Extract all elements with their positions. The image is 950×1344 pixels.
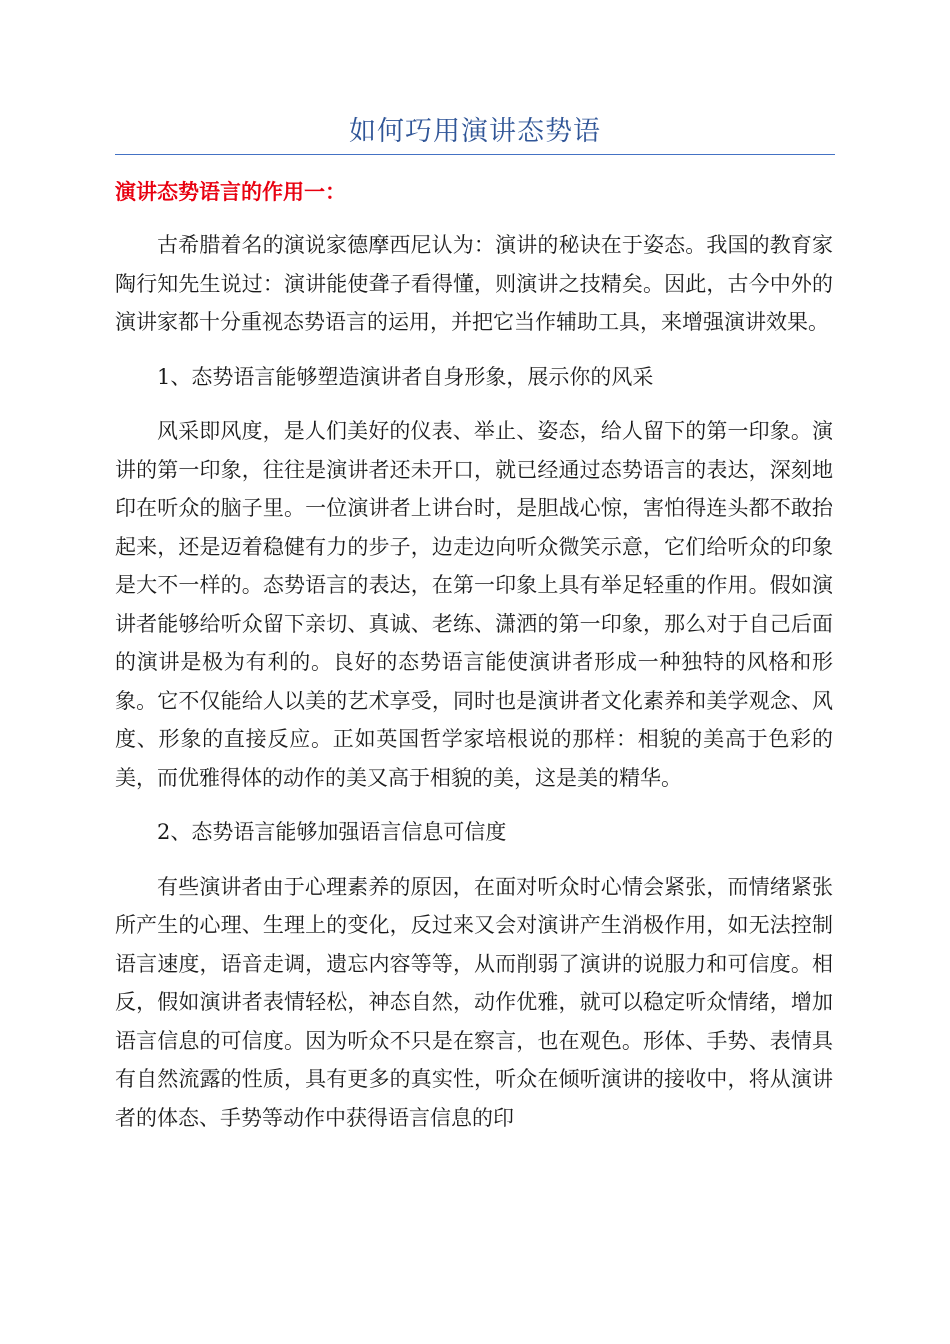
paragraph-intro: 古希腊着名的演说家德摩西尼认为：演讲的秘诀在于姿态。我国的教育家陶行知先生说过：演讲能使聋子看得懂，则演讲之技精矣。因此，古今中外的演讲家都十分重视态势语言的运用，并把它当作辅助工具，来增强演讲效果。 xyxy=(115,233,833,334)
section-heading: 演讲态势语言的作用一： xyxy=(115,180,346,204)
document-title: 如何巧用演讲态势语 xyxy=(349,116,601,147)
title-underline xyxy=(115,154,835,155)
list-item-2: 2、态势语言能够加强语言信息可信度 xyxy=(157,820,507,844)
paragraph-credibility: 有些演讲者由于心理素养的原因，在面对听众时心情会紧张，而情绪紧张所产生的心理、生理上的变化，反过来又会对演讲产生消极作用，如无法控制语言速度，语音走调，遗忘内容等等，从而削弱了演讲的说服力和可信度。相反，假如演讲者表情轻松，神态自然，动作优雅，就可以稳定听众情绪，增加语言信息的可信度。因为听众不只是在察言，也在观色。形体、手势、表情具有自然流露的性质，具有更多的真实性，听众在倾听演讲的接收中，将从演讲者的体态、手势等动作中获得语言信息的印 xyxy=(115,874,833,1130)
document-body xyxy=(115,226,833,1137)
paragraph-demeanor: 风采即风度，是人们美好的仪表、举止、姿态，给人留下的第一印象。演讲的第一印象，往往是演讲者还未开口，就已经通过态势语言的表达，深刻地印在听众的脑子里。一位演讲者上讲台时，是胆战心惊，害怕得连头都不敢抬起来，还是迈着稳健有力的步子，边走边向听众微笑示意，它们给听众的印象是大不一样的。态势语言的表达，在第一印象上具有举足轻重的作用。假如演讲者能够给听众留下亲切、真诚、老练、潇洒的第一印象，那么对于自己后面的演讲是极为有利的。良好的态势语言能使演讲者形成一种独特的风格和形象。它不仅能给人以美的艺术享受，同时也是演讲者文化素养和美学观念、风度、形象的直接反应。正如英国哲学家培根说的那样：相貌的美高于色彩的美，而优雅得体的动作的美又高于相貌的美，这是美的精华。 xyxy=(115,419,833,790)
list-item-1: 1、态势语言能够塑造演讲者自身形象，展示你的风采 xyxy=(157,364,654,389)
